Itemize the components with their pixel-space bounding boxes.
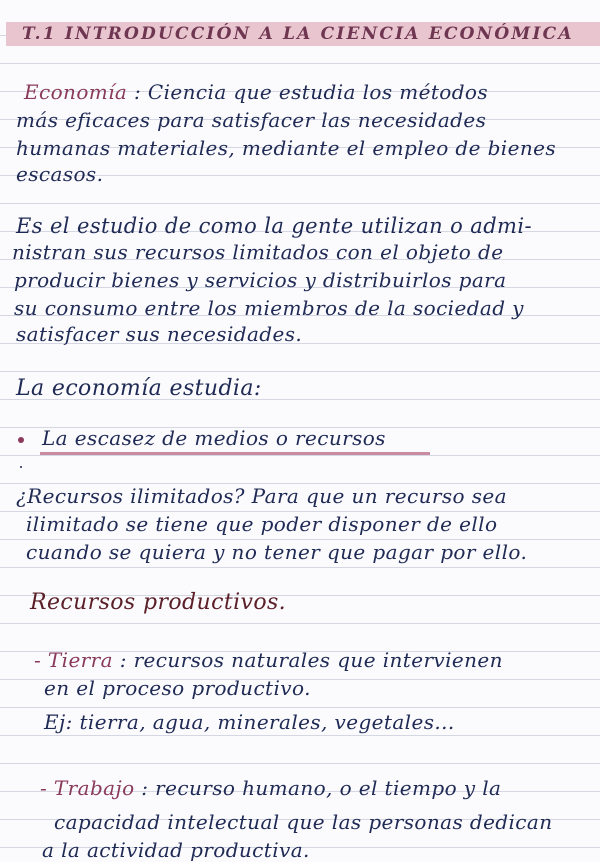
tierra-example: Ej: tierra, agua, minerales, vegetales... [44, 710, 455, 734]
question-line-2: ilimitado se tiene que poder disponer de ello [26, 512, 498, 536]
productive-heading: Recursos productivos. [30, 590, 287, 615]
trabajo-line-2: capacidad intelectual que las personas dedican [54, 810, 553, 834]
definition-line-3: humanas materiales, mediante el empleo de bienes [16, 136, 557, 160]
question-line-3: cuando se quiera y no tener que pagar por ello. [26, 540, 528, 564]
tierra-term: - Tierra [34, 648, 113, 672]
question-line-1: ¿Recursos ilimitados? Para que un recurso sea [16, 484, 507, 508]
trabajo-line-3: a la actividad productiva. [42, 838, 310, 862]
page-title: T.1 INTRODUCCIÓN A LA CIENCIA ECONÓMICA [22, 24, 574, 44]
paragraph-line-5: satisfacer sus necesidades. [16, 322, 303, 346]
paragraph-line-4: su consumo entre los miembros de la sociedad y [14, 296, 524, 320]
studies-bullet: La escasez de medios o recursos [42, 426, 386, 450]
paragraph-line-2: nistran sus recursos limitados con el objeto de [12, 240, 504, 264]
studies-heading: La economía estudia: [16, 376, 262, 401]
paragraph-line-3: producir bienes y servicios y distribuirlos para [14, 268, 507, 292]
bullet-underline [40, 452, 430, 455]
tierra-line-1 [34, 648, 503, 672]
bullet-dot-icon [18, 437, 24, 443]
tierra-definition: : recursos naturales que intervienen [119, 648, 503, 672]
trabajo-term: - Trabajo [40, 776, 135, 800]
definition-line-4: escasos. [16, 162, 104, 186]
definition-text: : Ciencia que estudia los métodos [134, 80, 489, 104]
definition-line-2: más eficaces para satisfacer las necesidades [16, 108, 487, 132]
pen-dot [20, 466, 22, 468]
definition-term: Economía [24, 80, 128, 104]
tierra-line-2: en el proceso productivo. [44, 676, 311, 700]
trabajo-line-1 [40, 776, 501, 800]
paragraph-line-1: Es el estudio de como la gente utilizan o admi- [16, 214, 532, 238]
trabajo-definition: : recurso humano, o el tiempo y la [141, 776, 502, 800]
definition-line-1 [24, 80, 488, 104]
